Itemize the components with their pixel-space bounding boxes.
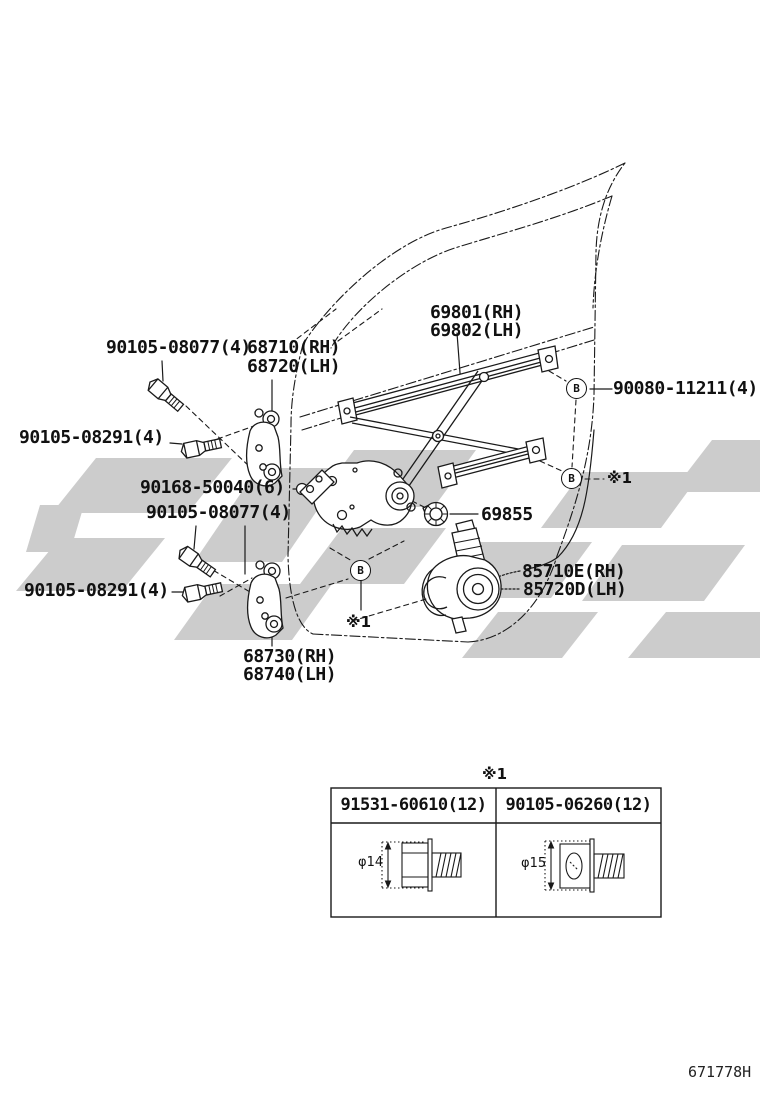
callout-b-upper — [566, 378, 587, 399]
drawing-number: 671778H — [688, 1063, 752, 1081]
callout-b-bottom — [350, 560, 371, 581]
callout-b-letter: B — [573, 382, 580, 395]
label-grommet-69855: 69855 — [481, 504, 533, 525]
table-dimension-col2: φ15 — [521, 856, 547, 871]
bolt-90105-08077-upper — [145, 376, 185, 413]
label-bolt-90080: 90080-11211(4) — [613, 378, 758, 399]
label-hinge-lower-rh: 68730(RH) — [243, 646, 337, 667]
lower-hinge — [248, 561, 283, 638]
bolt-90105-08291-upper — [180, 436, 222, 459]
label-bolt-08291-lower: 90105-08291(4) — [24, 580, 169, 601]
label-hinge-upper-lh: 68720(LH) — [247, 356, 341, 377]
callout-b-letter: B — [568, 472, 575, 485]
label-hinge-upper-rh: 68710(RH) — [247, 337, 341, 358]
upper-hinge — [247, 409, 282, 486]
label-hinge-lower-lh: 68740(LH) — [243, 664, 337, 685]
label-regulator-rh: 69801(RH) — [430, 302, 524, 323]
label-motor-lh: 85720D(LH) — [523, 579, 627, 600]
label-bolt-08077-mid: 90105-08077(4) — [146, 502, 291, 523]
label-bolt-08291-upper: 90105-08291(4) — [19, 427, 164, 448]
ref-mark-table: ※1 — [482, 765, 508, 783]
label-screw-90168: 90168-50040(6) — [140, 477, 285, 498]
ref-mark-right: ※1 — [607, 469, 633, 487]
table-part-number-col2: 90105-06260(12) — [505, 795, 652, 815]
table-dimension-col1: φ14 — [358, 855, 384, 870]
table-part-number-col1: 91531-60610(12) — [340, 795, 487, 815]
label-regulator-lh: 69802(LH) — [430, 320, 524, 341]
ref-mark-bottom: ※1 — [346, 613, 372, 631]
callout-b-letter: B — [357, 564, 364, 577]
label-bolt-08077-upper: 90105-08077(4) — [106, 337, 251, 358]
callout-b-right — [561, 468, 582, 489]
grommet-69855 — [423, 503, 448, 526]
label-motor-rh: 85710E(RH) — [522, 561, 626, 582]
